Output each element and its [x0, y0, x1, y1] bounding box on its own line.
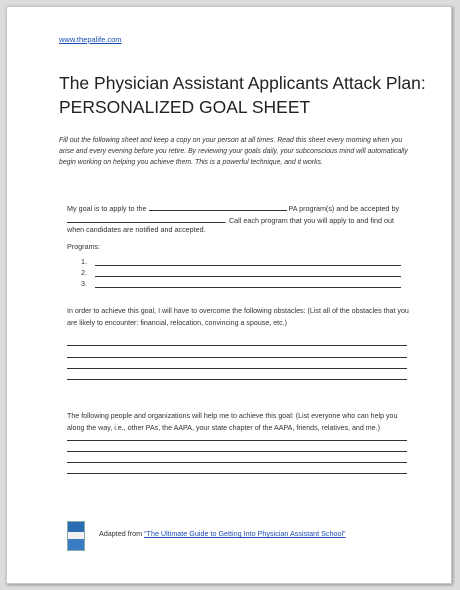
program-number: 3.	[81, 279, 87, 288]
program-item[interactable]	[81, 279, 401, 291]
document-title: The Physician Assistant Applicants Attack Plan: PERSONALIZED GOAL SHEET	[59, 73, 426, 117]
program-blank[interactable]	[149, 202, 287, 211]
adapted-prefix: Adapted from	[99, 529, 145, 538]
website-link[interactable]: www.thepalife.com	[59, 35, 122, 44]
obstacles-line[interactable]	[67, 368, 407, 369]
goal-text-4: when candidates are notified and accepted.	[67, 225, 206, 234]
program-line	[95, 265, 401, 266]
goal-text-3: . Call each program that you will apply to and find out	[225, 216, 395, 225]
supporters-line[interactable]	[67, 451, 407, 452]
book-link[interactable]: “The Ultimate Guide to Getting Into Physician Assistant School”	[144, 529, 346, 538]
intro-paragraph: Fill out the following sheet and keep a copy on your person at all times. Read this sheet every morning when you arise and every evening before you retire. By reviewing your goals daily, your subconscious mind will automatically begin working on helping you achieve them. This is a powerful technique, and it works.	[59, 137, 408, 166]
supporters-line[interactable]	[67, 473, 407, 474]
supporters-line[interactable]	[67, 440, 407, 441]
obstacles-paragraph: In order to achieve this goal, I will have to overcome the following obstacles: (List all of the obstacles that you are likely to encounter: financial, relocation, convincing a spouse, etc.)	[67, 307, 409, 327]
goal-line-3	[67, 224, 417, 236]
obstacles-line[interactable]	[67, 379, 407, 380]
supporters-line[interactable]	[67, 462, 407, 463]
document-page	[6, 6, 452, 584]
program-number: 1.	[81, 257, 87, 266]
book-cover-image	[67, 521, 85, 551]
program-line	[95, 276, 401, 277]
program-number: 2.	[81, 268, 87, 277]
supporters-paragraph: The following people and organizations will help me to achieve this goal: (List everyone who can help you along the way, i.e., other PAs, the AAPA, your state chapter of the AAPA, friends, relatives, and me.)	[67, 412, 398, 432]
programs-label: Programs:	[67, 242, 101, 251]
obstacles-line[interactable]	[67, 345, 407, 346]
goal-text-2: PA program(s) and be accepted by	[288, 204, 400, 213]
obstacles-line[interactable]	[67, 357, 407, 358]
accepted-by-blank[interactable]	[67, 214, 225, 223]
program-line	[95, 287, 401, 288]
goal-text-1: My goal is to apply to the	[67, 204, 147, 213]
adapted-from	[99, 529, 346, 538]
